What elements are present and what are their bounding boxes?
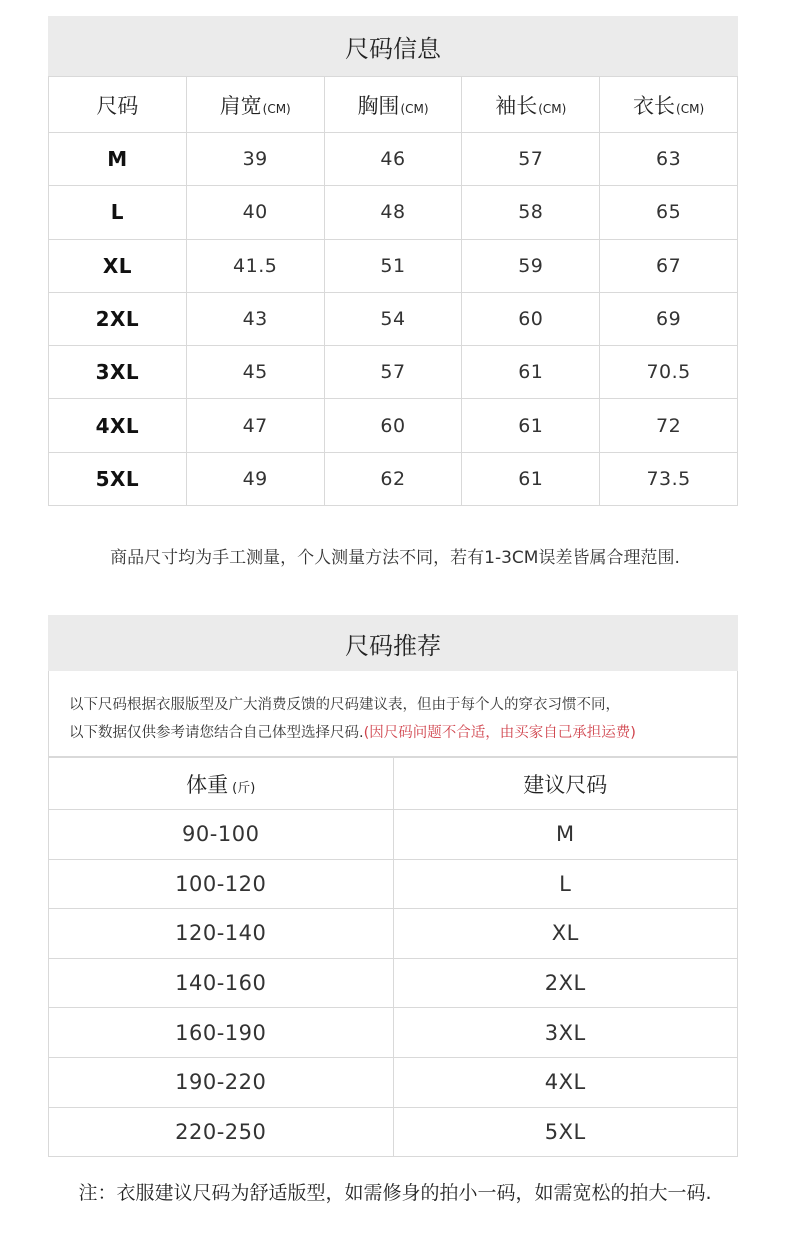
table-row xyxy=(49,810,738,860)
weight-cell: 220-250 xyxy=(49,1107,394,1157)
fit-advice-note: 注：衣服建议尺码为舒适版型，如需修身的拍小一码，如需宽松的拍大一码. xyxy=(78,1182,712,1204)
chest-cell: 51 xyxy=(324,239,462,292)
length-cell: 67 xyxy=(600,239,738,292)
sleeve-cell: 59 xyxy=(462,239,600,292)
chest-cell: 48 xyxy=(324,186,462,239)
size-cell: 5XL xyxy=(49,452,187,505)
shoulder-cell: 41.5 xyxy=(186,239,324,292)
header-label: 肩宽 xyxy=(219,93,262,118)
table-row xyxy=(49,859,738,909)
weight-cell: 90-100 xyxy=(49,810,394,860)
table-row xyxy=(49,133,738,186)
header-suggested-size xyxy=(393,758,738,810)
header-unit: (CM) xyxy=(538,101,567,116)
shoulder-cell: 40 xyxy=(186,186,324,239)
suggested-size-cell: 3XL xyxy=(393,1008,738,1058)
suggested-size-cell: M xyxy=(393,810,738,860)
header-length xyxy=(600,77,738,133)
table-row xyxy=(49,909,738,959)
suggested-size-cell: 2XL xyxy=(393,958,738,1008)
table-row xyxy=(49,239,738,292)
header-unit: (CM) xyxy=(400,101,429,116)
header-unit: (CM) xyxy=(676,101,705,116)
measurement-note: 商品尺寸均为手工测量，个人测量方法不同，若有1-3CM误差皆属合理范围. xyxy=(110,548,680,568)
header-label: 衣长 xyxy=(633,93,676,118)
header-sleeve xyxy=(462,77,600,133)
chest-cell: 54 xyxy=(324,292,462,345)
weight-cell: 120-140 xyxy=(49,909,394,959)
table-row xyxy=(49,346,738,399)
length-cell: 73.5 xyxy=(600,452,738,505)
weight-cell: 190-220 xyxy=(49,1057,394,1107)
header-size xyxy=(49,77,187,133)
header-unit: (CM) xyxy=(262,101,291,116)
table-row xyxy=(49,1057,738,1107)
table-row xyxy=(49,1008,738,1058)
size-cell: 2XL xyxy=(49,292,187,345)
size-info-table xyxy=(48,76,738,506)
suggested-size-cell: L xyxy=(393,859,738,909)
table-row xyxy=(49,399,738,452)
recommendation-table xyxy=(48,757,738,1157)
recommendation-description xyxy=(48,671,738,757)
header-label: 建议尺码 xyxy=(523,772,608,797)
sleeve-cell: 58 xyxy=(462,186,600,239)
sleeve-cell: 61 xyxy=(462,452,600,505)
length-cell: 63 xyxy=(600,133,738,186)
length-cell: 65 xyxy=(600,186,738,239)
size-recommendation-title: 尺码推荐 xyxy=(48,615,738,671)
size-cell: 4XL xyxy=(49,399,187,452)
sleeve-cell: 61 xyxy=(462,346,600,399)
table-row xyxy=(49,958,738,1008)
shoulder-cell: 45 xyxy=(186,346,324,399)
table-row xyxy=(49,186,738,239)
description-text: 以下数据仅供参考请您结合自己体型选择尺码. xyxy=(69,725,364,741)
size-cell: XL xyxy=(49,239,187,292)
shoulder-cell: 43 xyxy=(186,292,324,345)
length-cell: 72 xyxy=(600,399,738,452)
size-cell: L xyxy=(49,186,187,239)
weight-cell: 100-120 xyxy=(49,859,394,909)
size-info-title: 尺码信息 xyxy=(48,16,738,76)
suggested-size-cell: 5XL xyxy=(393,1107,738,1157)
size-cell: 3XL xyxy=(49,346,187,399)
recommendation-header-row xyxy=(49,758,738,810)
length-cell: 69 xyxy=(600,292,738,345)
length-cell: 70.5 xyxy=(600,346,738,399)
weight-cell: 140-160 xyxy=(49,958,394,1008)
sleeve-cell: 57 xyxy=(462,133,600,186)
header-shoulder xyxy=(186,77,324,133)
header-label: 袖长 xyxy=(495,93,538,118)
chest-cell: 57 xyxy=(324,346,462,399)
table-row xyxy=(49,452,738,505)
shoulder-cell: 39 xyxy=(186,133,324,186)
shoulder-cell: 47 xyxy=(186,399,324,452)
shoulder-cell: 49 xyxy=(186,452,324,505)
sleeve-cell: 60 xyxy=(462,292,600,345)
description-line xyxy=(69,719,737,747)
suggested-size-cell: 4XL xyxy=(393,1057,738,1107)
table-row xyxy=(49,292,738,345)
header-label: 体重 xyxy=(186,772,229,797)
description-line: 以下尺码根据衣服版型及广大消费反馈的尺码建议表，但由于每个人的穿衣习惯不同， xyxy=(69,697,620,713)
chest-cell: 60 xyxy=(324,399,462,452)
weight-cell: 160-190 xyxy=(49,1008,394,1058)
suggested-size-cell: XL xyxy=(393,909,738,959)
size-cell: M xyxy=(49,133,187,186)
sleeve-cell: 61 xyxy=(462,399,600,452)
table-row xyxy=(49,1107,738,1157)
header-unit: (斤) xyxy=(232,780,256,796)
chest-cell: 62 xyxy=(324,452,462,505)
header-label: 尺码 xyxy=(96,93,139,118)
size-info-header-row xyxy=(49,77,738,133)
shipping-warning: (因尺码问题不合适，由买家自己承担运费) xyxy=(363,725,636,741)
header-chest xyxy=(324,77,462,133)
header-weight xyxy=(49,758,394,810)
header-label: 胸围 xyxy=(357,93,400,118)
chest-cell: 46 xyxy=(324,133,462,186)
